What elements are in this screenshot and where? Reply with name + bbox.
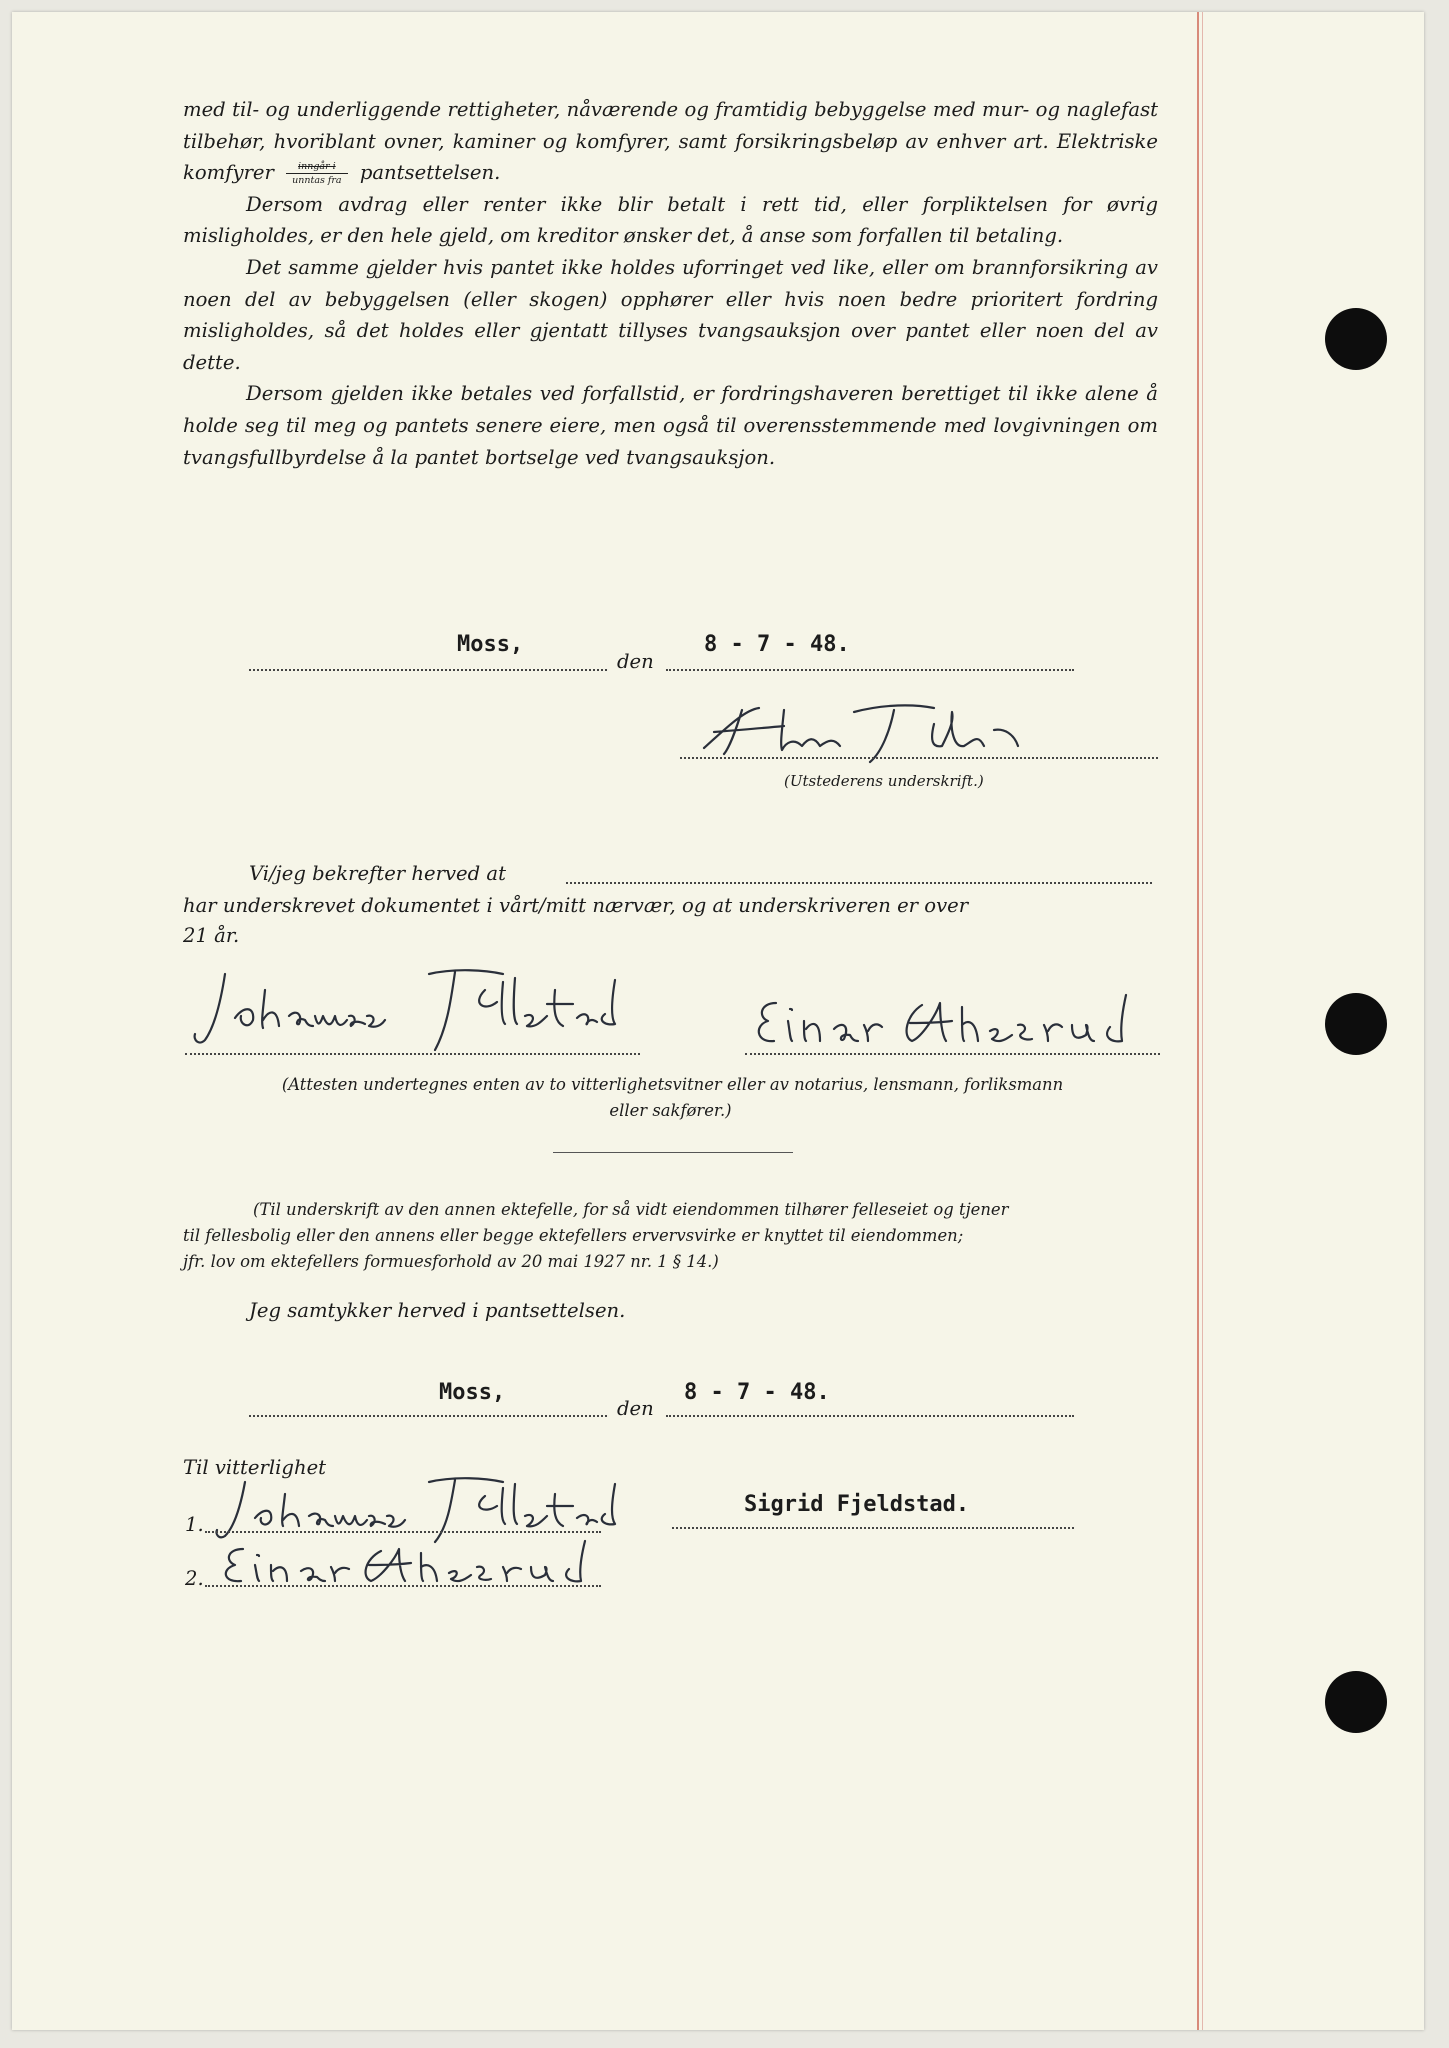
witness-number-1: 1.: [185, 1513, 204, 1536]
til-vitterlighet-label: Til vitterlighet: [183, 1456, 327, 1479]
dotted-line: [205, 1585, 601, 1587]
dotted-line: [566, 882, 1152, 884]
fraction-top: inngår i: [286, 161, 347, 174]
signature-dotted-line: [680, 757, 1158, 759]
issuer-place: Moss,: [457, 632, 524, 657]
witness-confirm-line3: 21 år.: [183, 924, 240, 947]
spouse-name: Sigrid Fjeldstad.: [744, 1492, 970, 1517]
issuer-caption: (Utstederens underskrift.): [784, 772, 984, 790]
spouse-note-line3: jfr. lov om ektefellers formuesforhold av 20 mai 1927 nr. 1 § 14.): [183, 1252, 719, 1271]
paragraph-rights: [183, 94, 1158, 189]
paragraph-rights-text: med til- og underliggende rettigheter, nåværende og framtidig bebyggelse med mur- og naglefast tilbehør, hvoriblant ovner, kaminer og komfyrer, samt forsikringsbeløp av enhver art. Elektriske komfyrer: [183, 98, 1158, 185]
spouse-date: 8 - 7 - 48.: [684, 1380, 830, 1405]
fraction-bottom: unntas fra: [292, 175, 342, 187]
witness-note-line2: eller sakfører.): [609, 1101, 732, 1120]
witness-confirm-line2: har underskrevet dokumentet i vårt/mitt nærvær, og at underskriveren er over: [183, 894, 969, 917]
dotted-line: [666, 1415, 1074, 1417]
dotted-line: [185, 1053, 640, 1055]
spouse-consent-text: Jeg samtykker herved i pantsettelsen.: [249, 1299, 626, 1322]
margin-line-secondary: [1202, 12, 1203, 2030]
mortgage-terms: [183, 94, 1158, 473]
witness2-signature: [746, 985, 1166, 1055]
spouse-place: Moss,: [439, 1380, 506, 1405]
fraction-choice: [286, 161, 347, 186]
issuer-den-label: den: [617, 650, 654, 673]
paragraph-default: Dersom avdrag eller renter ikke blir betalt i rett tid, eller forpliktelsen for øvrig misligholdes, er den hele gjeld, om kreditor ønsker det, å anse som forfallen til betaling.: [183, 192, 1158, 248]
witness-number-2: 2.: [185, 1567, 204, 1590]
paragraph-deterioration: Det samme gjelder hvis pantet ikke holdes uforringet ved like, eller om brannforsikring av noen del av bebyggelsen (eller skogen) opphører eller hvis noen bedre prioritert fordring misligholdes, så det holdes eller gjentatt tillyses tvangsauksjon over pantet eller noen del av dette.: [183, 255, 1158, 374]
punch-hole-icon: [1325, 993, 1387, 1055]
section-divider: [553, 1152, 793, 1153]
dotted-line: [666, 669, 1074, 671]
punch-hole-icon: [1325, 308, 1387, 370]
margin-line: [1197, 12, 1199, 2030]
issuer-date: 8 - 7 - 48.: [704, 632, 850, 657]
witness-confirm-text: Vi/jeg bekrefter herved at: [249, 862, 506, 885]
paragraph-enforcement: Dersom gjelden ikke betales ved forfallstid, er fordringshaveren berettiget til ikke alene å holde seg til meg og pantets senere eiere, men også til overensstemmende med lovgivningen om tvangsfullbyrdelse å la pantet bortselge ved tvangsauksjon.: [183, 382, 1158, 469]
dotted-line: [249, 669, 607, 671]
spouse-den-label: den: [617, 1397, 654, 1420]
dotted-line: [249, 1415, 607, 1417]
witness-note-line1: (Attesten undertegnes enten av to vitterlighetsvitner eller av notarius, lensmann, forliksmann: [281, 1075, 1064, 1094]
dotted-line: [745, 1053, 1160, 1055]
spouse-note-line1: (Til underskrift av den annen ektefelle, for så vidt eiendommen tilhører felleseiet og tjener: [253, 1200, 1009, 1219]
paragraph-rights-end: pantsettelsen.: [359, 161, 501, 185]
witness1-signature: [185, 960, 645, 1060]
dotted-line: [672, 1527, 1074, 1529]
dotted-line: [205, 1531, 601, 1533]
spouse-note-line2: til fellesbolig eller den annens eller begge ektefellers ervervsvirke er knyttet til eiendommen;: [183, 1226, 964, 1245]
punch-hole-icon: [1325, 1671, 1387, 1733]
